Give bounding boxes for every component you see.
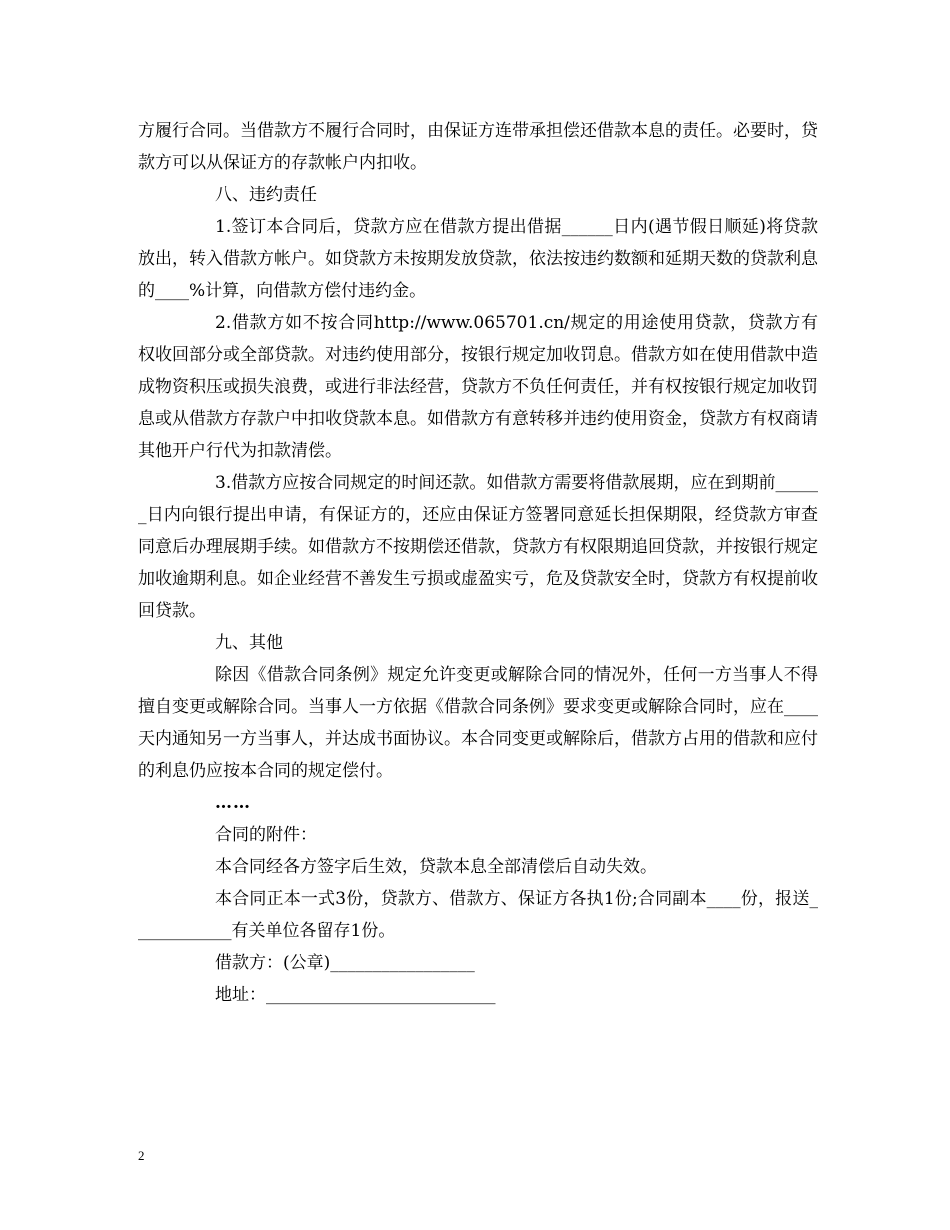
section-heading-other: 九、其他 [215,633,283,653]
paragraph-other-terms: 除因《借款合同条例》规定允许变更或解除合同的情况外，任何一方当事人不得擅自变更或解除合同。当事人一方依据《借款合同条例》要求变更或解除合同时，应在____天内通知另一方当事人，并达成书面协议。本合同变更或解除后，借款方占用的借款和应付的利息仍应按本合同的规定偿付。 [138,665,818,781]
address-line: 地址：___________________________ [215,985,496,1005]
paragraph-copies-clause: 本合同正本一式3份，贷款方、借款方、保证方各执1份;合同副本____份，报送____________有关单位各留存1份。 [138,889,818,941]
paragraph-breach-clause-2: 2.借款方如不按合同http://www.065701.cn/规定的用途使用贷款，贷款方有权收回部分或全部贷款。对违约使用部分，按银行规定加收罚息。借款方如在使用借款中造成物资积压或损失浪费，或进行非法经营，贷款方不负任何责任，并有权按银行规定加收罚息或从借款方存款户中扣收贷款本息。如借款方有意转移并违约使用资金，贷款方有权商请其他开户行代为扣款清偿。 [138,313,818,461]
section-heading-breach-liability: 八、违约责任 [215,185,317,205]
borrower-seal-line: 借款方：(公章)_________________ [215,953,475,973]
contract-attachments-label: 合同的附件： [215,825,317,845]
document-body [138,115,818,1011]
paragraph-breach-clause-3: 3.借款方应按合同规定的时间还款。如借款方需要将借款展期，应在到期前______日内向银行提出申请，有保证方的，还应由保证方签署同意延长担保期限，经贷款方审查同意后办理展期手续。如借款方不按期偿还借款，贷款方有权限期追回贷款，并按银行规定加收逾期利息。如企业经营不善发生亏损或虚盈实亏，危及贷款安全时，贷款方有权提前收回贷款。 [138,473,818,621]
page-number: 2 [138,1148,145,1163]
ellipsis: …… [215,793,251,813]
paragraph-guarantee-continuation: 方履行合同。当借款方不履行合同时，由保证方连带承担偿还借款本息的责任。必要时，贷款方可以从保证方的存款帐户内扣收。 [138,121,818,173]
paragraph-effective-clause: 本合同经各方签字后生效，贷款本息全部清偿后自动失效。 [215,857,657,877]
paragraph-breach-clause-1: 1.签订本合同后，贷款方应在借款方提出借据______日内(遇节假日顺延)将贷款放出，转入借款方帐户。如贷款方未按期发放贷款，依法按违约数额和延期天数的贷款利息的____%计算，向借款方偿付违约金。 [138,217,818,301]
